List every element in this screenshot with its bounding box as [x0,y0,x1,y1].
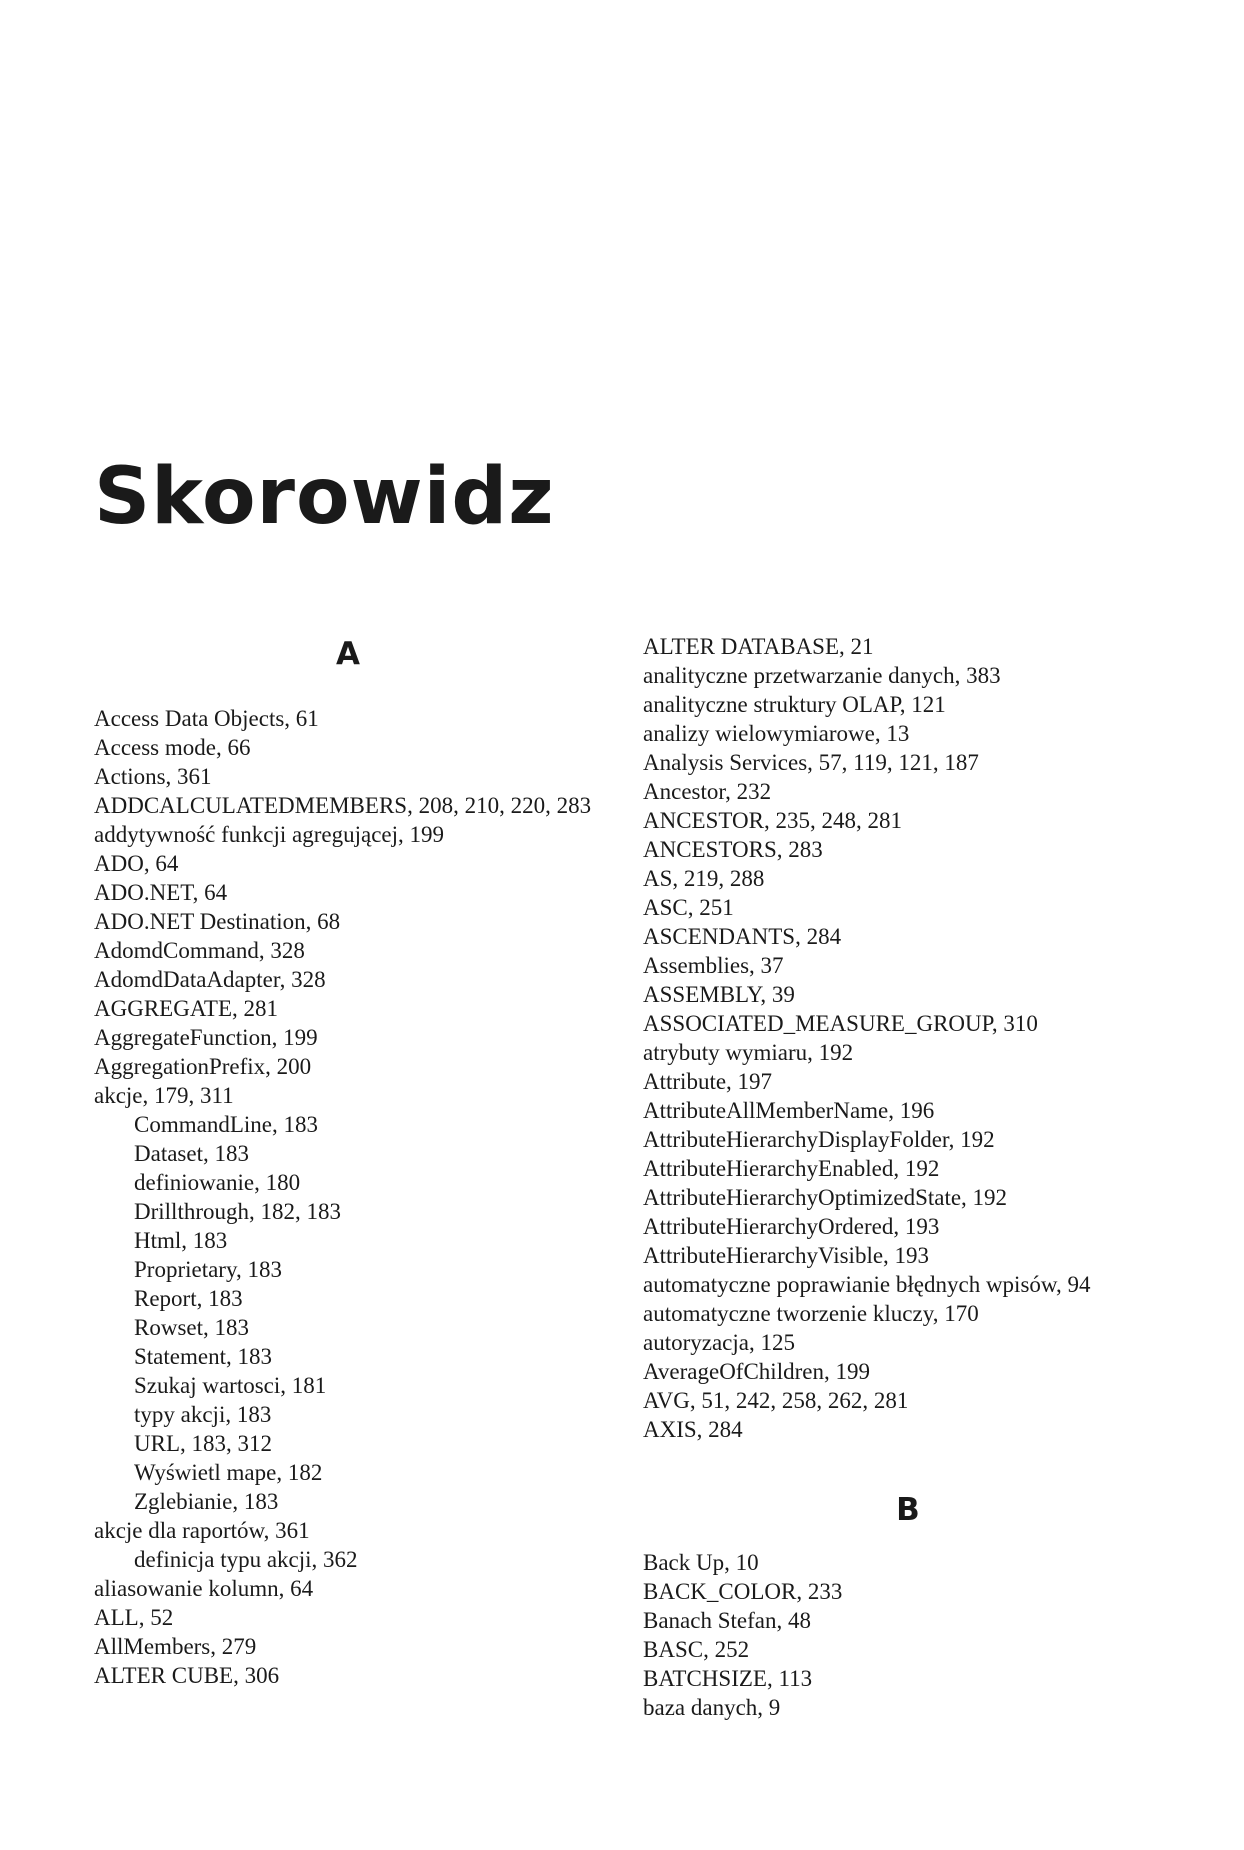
index-entry: AttributeHierarchyEnabled, 192 [643,1156,940,1181]
index-subentry: Wyświetl mape, 182 [134,1460,323,1485]
index-subentry: URL, 183, 312 [134,1431,272,1456]
index-column-right [643,632,1203,1722]
index-entry: addytywność funkcji agregującej, 199 [94,822,444,847]
index-entry: Attribute, 197 [643,1069,773,1094]
index-subentry: Szukaj wartosci, 181 [134,1373,327,1398]
index-entry: Access Data Objects, 61 [94,706,319,731]
index-entry: AttributeHierarchyVisible, 193 [643,1243,930,1268]
index-subentry: typy akcji, 183 [134,1402,272,1427]
index-entry: ALTER CUBE, 306 [94,1663,280,1688]
index-entry: automatyczne poprawianie błędnych wpisów, 94 [643,1272,1091,1297]
index-entry: BASC, 252 [643,1637,750,1662]
index-entry: ADO.NET Destination, 68 [94,909,341,934]
index-entries-a-part2 [643,632,1203,1444]
index-entry: Ancestor, 232 [643,779,772,804]
index-entry: atrybuty wymiaru, 192 [643,1040,854,1065]
index-entry: BACK_COLOR, 233 [643,1579,843,1604]
index-subentry: Html, 183 [134,1228,228,1253]
index-entry: ANCESTORS, 283 [643,837,823,862]
page-title: Skorowidz [94,452,555,542]
index-entry: aliasowanie kolumn, 64 [94,1576,314,1601]
section-letter-a: A [336,636,360,672]
index-entry: Access mode, 66 [94,735,251,760]
index-entry: AS, 219, 288 [643,866,765,891]
index-entry: ALTER DATABASE, 21 [643,634,874,659]
index-entry: BATCHSIZE, 113 [643,1666,813,1691]
index-entry: AttributeHierarchyDisplayFolder, 192 [643,1127,995,1152]
index-entry: analityczne struktury OLAP, 121 [643,692,946,717]
index-subentry: Proprietary, 183 [134,1257,282,1282]
index-entry: autoryzacja, 125 [643,1330,795,1355]
index-entry: AVG, 51, 242, 258, 262, 281 [643,1388,909,1413]
index-entry: ADO.NET, 64 [94,880,228,905]
index-entry: AggregationPrefix, 200 [94,1054,312,1079]
index-entry: automatyczne tworzenie kluczy, 170 [643,1301,979,1326]
index-entry: AverageOfChildren, 199 [643,1359,870,1384]
index-entries-a-part1 [94,704,624,1690]
index-entry: AllMembers, 279 [94,1634,257,1659]
index-entry: AggregateFunction, 199 [94,1025,318,1050]
index-entry: ASSOCIATED_MEASURE_GROUP, 310 [643,1011,1038,1036]
index-subentry: CommandLine, 183 [134,1112,318,1137]
index-entry: AdomdDataAdapter, 328 [94,967,326,992]
index-subentry: Dataset, 183 [134,1141,249,1166]
index-entry: Assemblies, 37 [643,953,784,978]
index-entry: Back Up, 10 [643,1550,759,1575]
index-entry: ADDCALCULATEDMEMBERS, 208, 210, 220, 283 [94,793,592,818]
index-entry: AttributeHierarchyOptimizedState, 192 [643,1185,1008,1210]
index-entry: ASCENDANTS, 284 [643,924,842,949]
index-subentry: Statement, 183 [134,1344,272,1369]
index-entry: Banach Stefan, 48 [643,1608,811,1633]
index-entry: analizy wielowymiarowe, 13 [643,721,910,746]
index-subentry: Rowset, 183 [134,1315,249,1340]
index-subentry: Zglebianie, 183 [134,1489,279,1514]
index-entry: ANCESTOR, 235, 248, 281 [643,808,902,833]
index-entry: ASC, 251 [643,895,734,920]
index-entry: analityczne przetwarzanie danych, 383 [643,663,1001,688]
index-entry: Actions, 361 [94,764,212,789]
index-entry: Analysis Services, 57, 119, 121, 187 [643,750,979,775]
index-subentry: definicja typu akcji, 362 [134,1547,358,1572]
index-entry: AttributeHierarchyOrdered, 193 [643,1214,940,1239]
index-entry: akcje dla raportów, 361 [94,1518,310,1543]
index-subentry: Report, 183 [134,1286,243,1311]
index-entry: ALL, 52 [94,1605,174,1630]
section-letter-b: B [896,1492,920,1528]
index-entry: akcje, 179, 311 [94,1083,234,1108]
index-entry: ADO, 64 [94,851,179,876]
index-subentry: definiowanie, 180 [134,1170,301,1195]
index-entry: ASSEMBLY, 39 [643,982,795,1007]
index-entry: AttributeAllMemberName, 196 [643,1098,935,1123]
index-entry: baza danych, 9 [643,1695,781,1720]
index-entry: AXIS, 284 [643,1417,743,1442]
index-column-left [94,632,624,1690]
index-entries-b [643,1548,1203,1722]
index-subentry: Drillthrough, 182, 183 [134,1199,341,1224]
index-entry: AGGREGATE, 281 [94,996,278,1021]
index-entry: AdomdCommand, 328 [94,938,305,963]
